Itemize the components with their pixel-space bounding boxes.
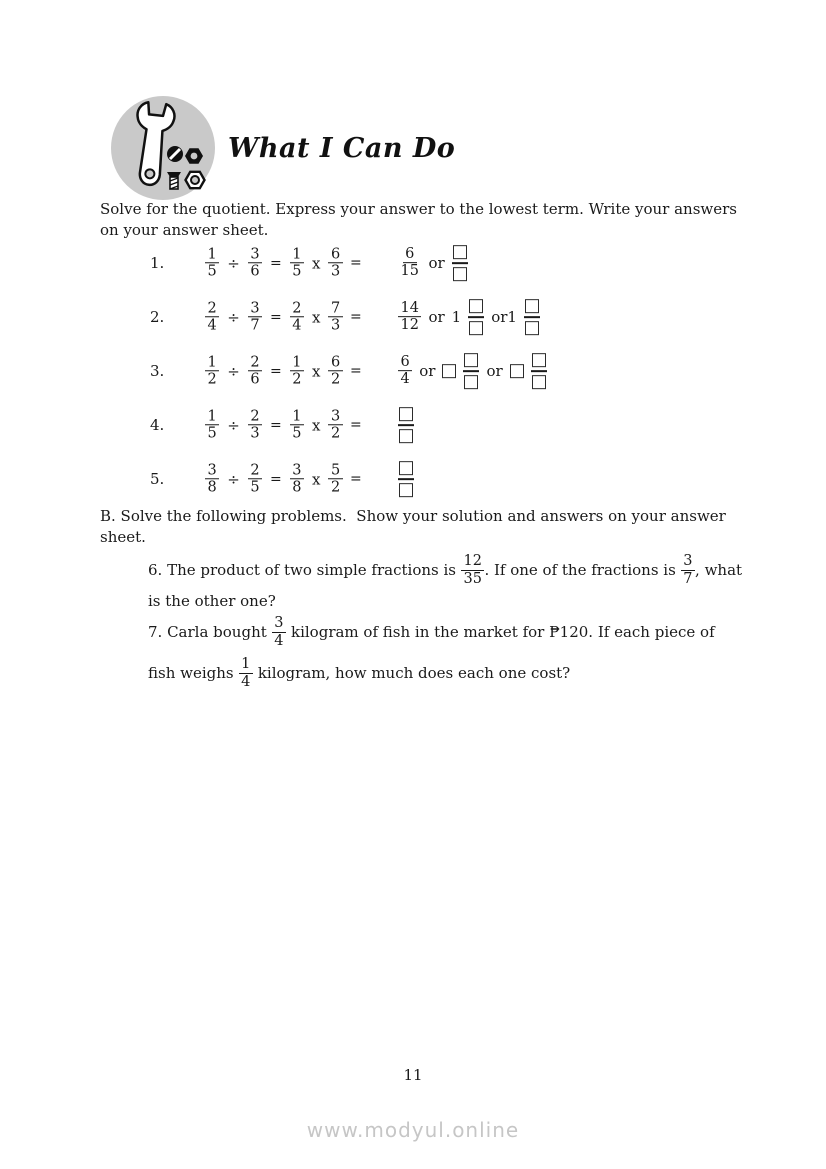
equals-sign: = — [270, 471, 282, 487]
problem-row-3 — [100, 344, 740, 398]
watermark: www.modyul.online — [306, 1118, 520, 1142]
equals-sign: = — [350, 309, 362, 325]
answer-box — [453, 267, 467, 281]
answer — [398, 461, 414, 497]
problem-7-text: kilogram of fish in the market for ₱120. If each piece of — [291, 623, 715, 641]
expression — [205, 354, 343, 387]
answer-fraction: 6 15 — [400, 246, 419, 280]
fraction: 6 2 — [328, 354, 342, 387]
answer-box-fraction — [524, 299, 540, 335]
intro-line-1: Solve for the quotient. Express your answer to the lowest term. Write your answers — [100, 200, 737, 218]
fraction-bar — [398, 424, 414, 426]
multiply-sign: x — [312, 416, 321, 434]
fraction: $\frac{1}{5}$ — [290, 408, 304, 441]
expression — [205, 408, 343, 441]
answer — [398, 353, 547, 389]
answer-box — [453, 245, 467, 259]
equals-sign: = — [270, 255, 282, 271]
answer — [398, 407, 414, 443]
answer-box — [510, 364, 524, 378]
tools-icon — [111, 96, 215, 200]
equals-sign: = — [350, 363, 362, 379]
fraction: 1 4 — [239, 656, 253, 689]
page-number: 11 — [403, 1066, 423, 1084]
or-label: or — [428, 254, 445, 272]
divide-sign: ÷ — [227, 254, 240, 272]
answer-box — [532, 375, 546, 389]
equals-sign: = — [350, 255, 362, 271]
problem-6-text: . If one of the fractions is — [484, 561, 676, 579]
fraction: 7 3 — [328, 300, 342, 333]
expression — [205, 300, 343, 333]
multiply-sign: x — [312, 308, 321, 326]
fraction: $\frac{2}{4}$ — [205, 300, 219, 333]
problem-6-text: is the other one? — [148, 591, 276, 610]
answer — [398, 299, 540, 335]
fraction: 3 2 — [328, 408, 342, 441]
divide-sign: ÷ — [227, 470, 240, 488]
answer-box — [532, 353, 546, 367]
fraction-bar — [524, 316, 540, 318]
answer-box — [464, 375, 478, 389]
problem-7-text: fish weighs — [148, 664, 234, 682]
answer-box — [399, 461, 413, 475]
page-title: What I Can Do — [228, 133, 456, 164]
fraction-bar — [452, 262, 468, 264]
problem-number: 2. — [150, 308, 165, 326]
tools-icon-svg — [111, 96, 215, 200]
fraction: 12 35 — [461, 553, 484, 586]
fraction: $\frac{3}{7}$ — [248, 300, 262, 333]
fraction: $\frac{1}{5}$ — [205, 408, 219, 441]
fraction: $\frac{2}{4}$ — [290, 300, 304, 333]
answer-box — [399, 407, 413, 421]
answer-box — [464, 353, 478, 367]
or-label: or — [428, 308, 445, 326]
fraction: 6 3 — [328, 246, 342, 279]
intro-line-2: on your answer sheet. — [100, 221, 269, 239]
fraction: $\frac{2}{6}$ — [248, 354, 262, 387]
problem-number: 4. — [150, 416, 165, 434]
problem-7-text: kilogram, how much does each one cost? — [257, 664, 571, 682]
intro-text — [100, 199, 740, 241]
problem-7-line-2 — [148, 651, 570, 695]
equals-sign: = — [270, 309, 282, 325]
fraction: $\frac{1}{2}$ — [205, 354, 219, 387]
fraction: $\frac{2}{3}$ — [248, 408, 262, 441]
or-label: or — [486, 362, 503, 380]
answer-box-fraction — [468, 299, 484, 335]
problem-7-text: 7. Carla bought — [148, 623, 267, 641]
fraction: $\frac{3}{6}$ — [248, 246, 262, 279]
answer-box — [469, 321, 483, 335]
section-b-line-2: sheet. — [100, 528, 146, 546]
problem-6-text: , what — [695, 561, 743, 579]
fraction-bar — [463, 370, 479, 372]
fraction-bar — [398, 478, 414, 480]
equals-sign: = — [270, 417, 282, 433]
problem-6-line-2 — [148, 590, 276, 611]
equals-sign: = — [270, 363, 282, 379]
fraction: $\frac{1}{5}$ — [205, 246, 219, 279]
answer — [398, 245, 468, 281]
problem-row-4 — [100, 398, 740, 452]
problem-row-1 — [100, 236, 740, 290]
answer-box — [525, 299, 539, 313]
answer-box — [469, 299, 483, 313]
divide-sign: ÷ — [227, 308, 240, 326]
fraction: $\frac{3}{8}$ — [205, 462, 219, 495]
equals-sign: = — [350, 471, 362, 487]
answer-box-fraction — [463, 353, 479, 389]
problem-number: 3. — [150, 362, 165, 380]
problem-row-5 — [100, 452, 740, 506]
problem-row-2 — [100, 290, 740, 344]
fraction: $\frac{1}{5}$ — [290, 246, 304, 279]
fraction: 3 4 — [272, 615, 286, 648]
problem-number: 1. — [150, 254, 165, 272]
or-label: or1 — [491, 308, 517, 326]
multiply-sign: x — [312, 254, 321, 272]
fraction-bar — [531, 370, 547, 372]
divide-sign: ÷ — [227, 416, 240, 434]
answer-fraction: 14 12 — [398, 300, 421, 333]
fraction: 3 7 — [681, 553, 695, 586]
problem-6-text: 6. The product of two simple fractions is — [148, 561, 456, 579]
equals-sign: = — [350, 417, 362, 433]
problem-7-line-1 — [148, 610, 715, 654]
fraction: 5 2 — [328, 462, 342, 495]
answer-box — [442, 364, 456, 378]
expression — [205, 462, 343, 495]
or-label: or — [419, 362, 436, 380]
whole-number: 1 — [451, 308, 462, 326]
answer-box-fraction — [398, 407, 414, 443]
expression — [205, 246, 343, 279]
answer-fraction: 6 4 — [398, 354, 412, 387]
problem-6-line-1 — [148, 548, 742, 592]
problem-list — [100, 236, 740, 506]
section-b-line-1: B. Solve the following problems. Show your solution and answers on your answer — [100, 507, 726, 525]
answer-box-fraction — [452, 245, 468, 281]
fraction: $\frac{3}{8}$ — [290, 462, 304, 495]
divide-sign: ÷ — [227, 362, 240, 380]
problem-number: 5. — [150, 470, 165, 488]
answer-box — [399, 429, 413, 443]
answer-box — [399, 483, 413, 497]
multiply-sign: x — [312, 362, 321, 380]
fraction: $\frac{1}{2}$ — [290, 354, 304, 387]
answer-box — [525, 321, 539, 335]
answer-box-fraction — [531, 353, 547, 389]
answer-box-fraction — [398, 461, 414, 497]
fraction: $\frac{2}{5}$ — [248, 462, 262, 495]
fraction-bar — [468, 316, 484, 318]
section-b-heading — [100, 506, 740, 548]
multiply-sign: x — [312, 470, 321, 488]
